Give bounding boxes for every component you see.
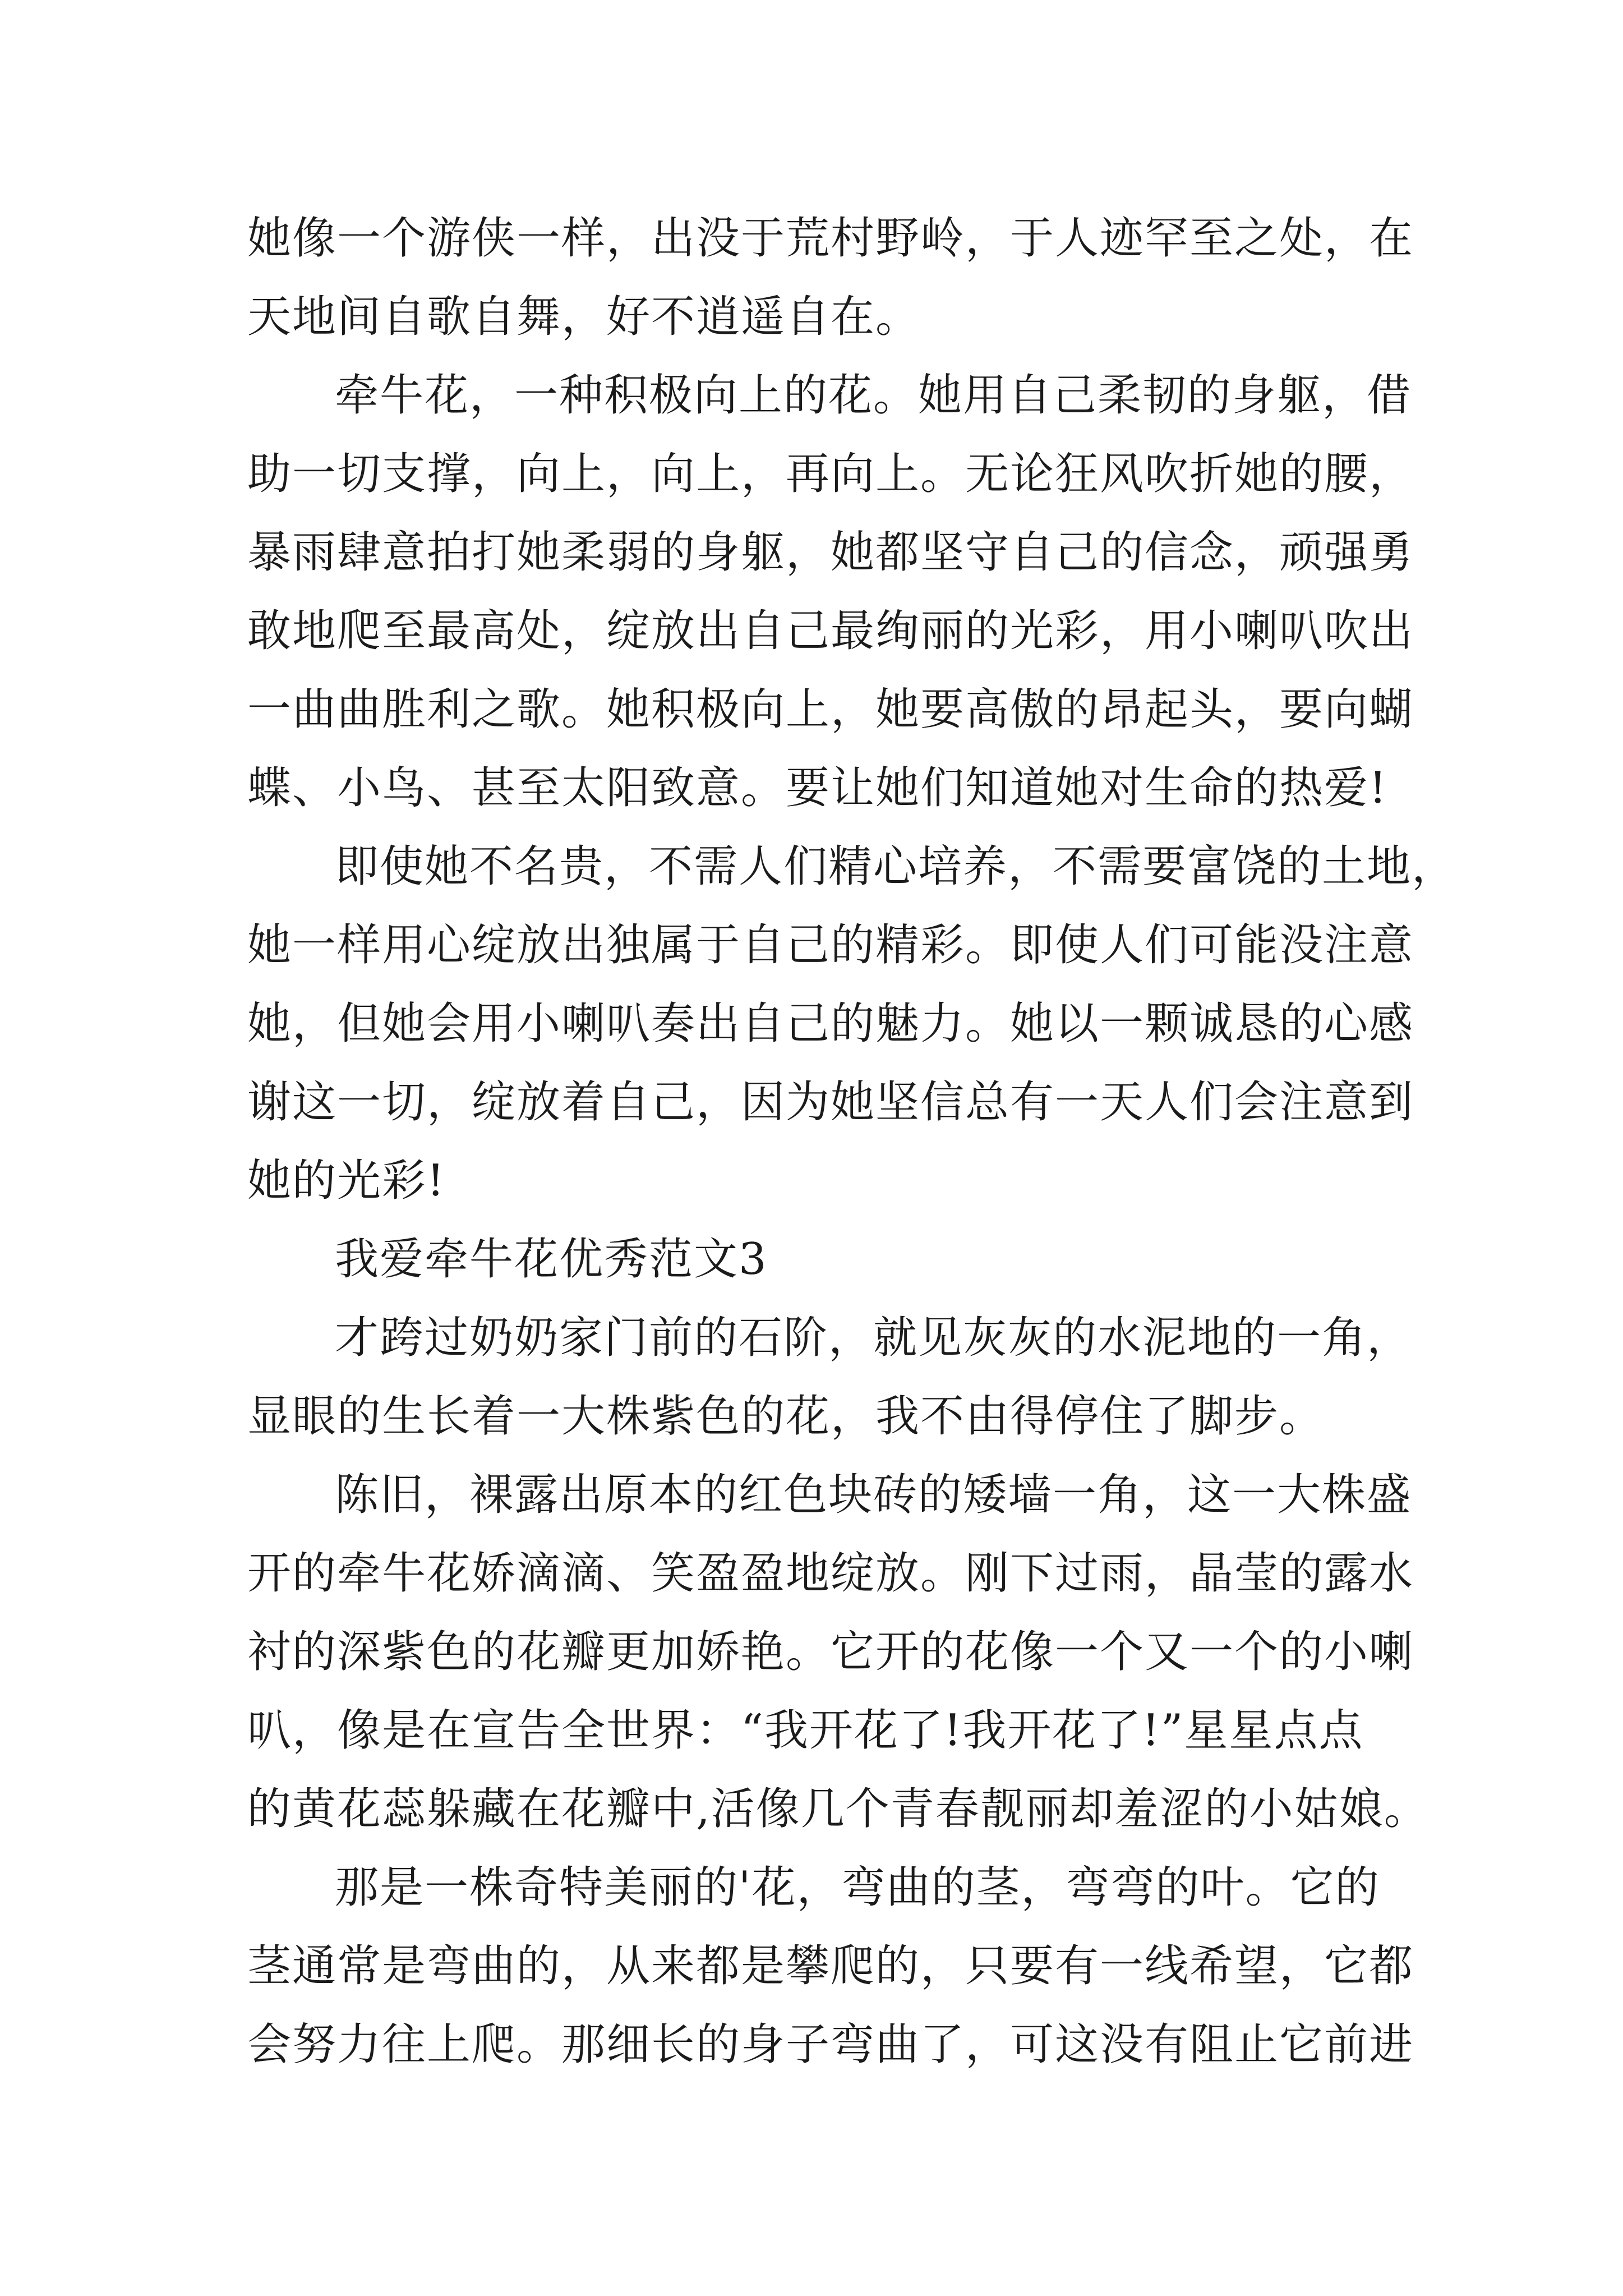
- text-line: 她的光彩!: [247, 1156, 446, 1206]
- text-line: 衬的深紫色的花瓣更加娇艳。它开的花像一个又一个的小喇: [247, 1627, 1414, 1677]
- text-line: 暴雨肆意拍打她柔弱的身躯，她都坚守自己的信念，顽强勇: [247, 527, 1414, 578]
- text-line: 她，但她会用小喇叭奏出自己的魅力。她以一颗诚恳的心感: [247, 999, 1414, 1049]
- text-line: 她一样用心绽放出独属于自己的精彩。即使人们可能没注意: [247, 920, 1414, 970]
- text-line: 茎通常是弯曲的，从来都是攀爬的，只要有一线希望，它都: [247, 1941, 1414, 1991]
- body-text: [247, 199, 1457, 2084]
- text-line: 一曲曲胜利之歌。她积极向上，她要高傲的昂起头，要向蝴: [247, 684, 1414, 735]
- paragraph-start-line: 陈旧，裸露出原本的红色块砖的矮墙一角，这一大株盛: [335, 1470, 1412, 1520]
- text-line: 显眼的生长着一大株紫色的花，我不由得停住了脚步。: [247, 1391, 1325, 1442]
- text-line: 的黄花蕊躲藏在花瓣中,活像几个青春靓丽却羞涩的小姑娘。: [247, 1784, 1429, 1834]
- text-line: 会努力往上爬。那细长的身子弯曲了，可这没有阻止它前进: [247, 2019, 1414, 2070]
- paragraph-start-line: 即使她不名贵，不需人们精心培养，不需要富饶的土地，: [335, 841, 1457, 892]
- text-line: 敢地爬至最高处，绽放出自己最绚丽的光彩，用小喇叭吹出: [247, 606, 1414, 656]
- text-line: 天地间自歌自舞，好不逍遥自在。: [247, 292, 921, 342]
- paragraph-start-line: 牵牛花，一种积极向上的花。她用自己柔韧的身躯，借: [335, 370, 1412, 421]
- section-heading: 我爱牵牛花优秀范文3: [335, 1234, 768, 1285]
- text-line: 蝶、小鸟、甚至太阳致意。要让她们知道她对生命的热爱!: [247, 763, 1388, 813]
- paragraph-start-line: 才跨过奶奶家门前的石阶，就见灰灰的水泥地的一角，: [335, 1313, 1412, 1363]
- text-line: 开的牵牛花娇滴滴、笑盈盈地绽放。刚下过雨，晶莹的露水: [247, 1548, 1414, 1599]
- text-line: 叭，像是在宣告全世界：“我开花了!我开花了!”星星点点: [247, 1705, 1364, 1756]
- text-line: 她像一个游侠一样，出没于荒村野岭，于人迹罕至之处，在: [247, 213, 1414, 264]
- text-line: 谢这一切，绽放着自己，因为她坚信总有一天人们会注意到: [247, 1077, 1414, 1128]
- paragraph-start-line: 那是一株奇特美丽的'花，弯曲的茎，弯弯的叶。它的: [335, 1862, 1380, 1913]
- text-line: 助一切支撑，向上，向上，再向上。无论狂风吹折她的腰，: [247, 449, 1414, 499]
